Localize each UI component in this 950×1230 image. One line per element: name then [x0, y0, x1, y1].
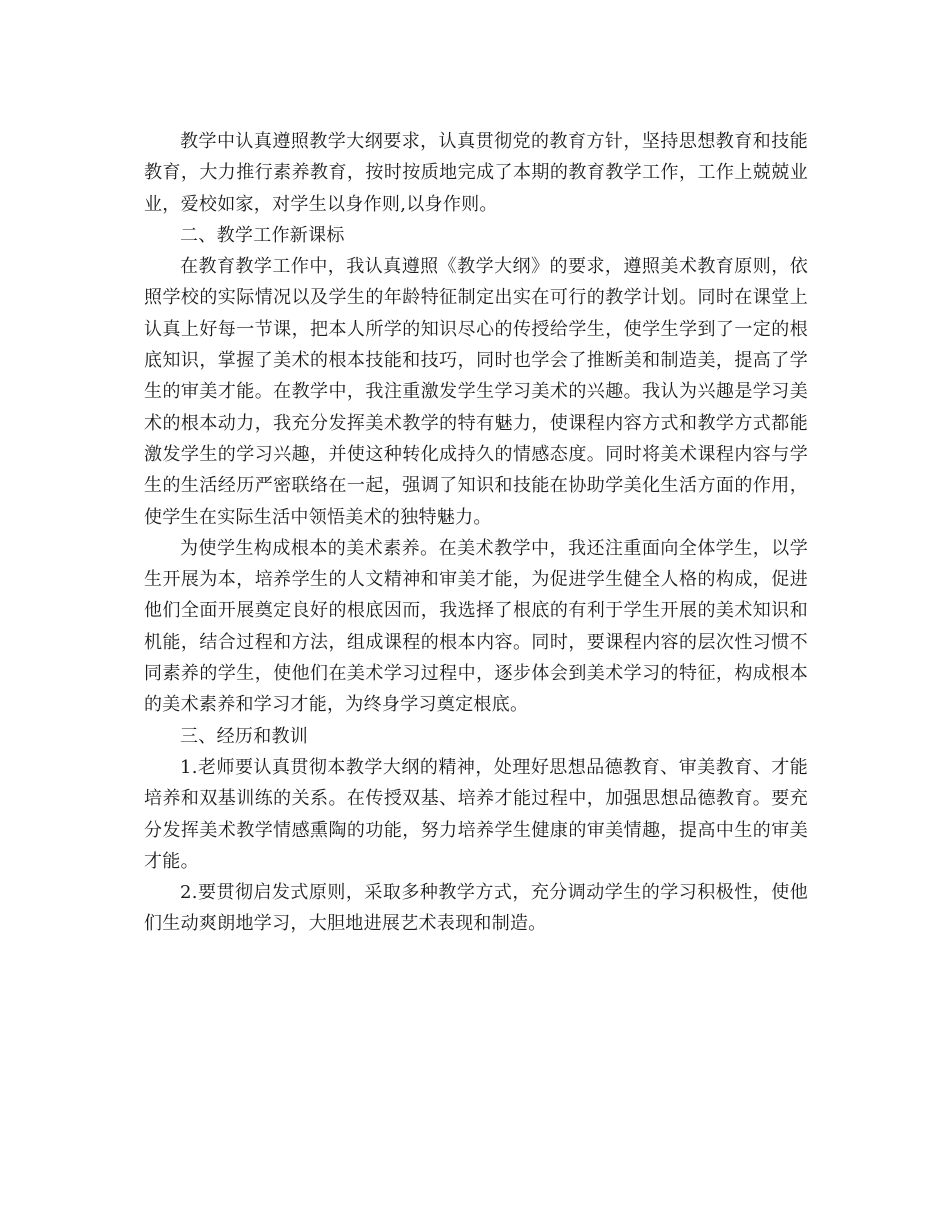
paragraph-lesson-2: 2.要贯彻启发式原则，采取多种教学方式，充分调动学生的学习积极性，使他们生动爽朗地学习，大胆地进展艺术表现和制造。 [144, 882, 808, 935]
section-heading-2: 二、教学工作新课标 [180, 224, 345, 246]
paragraph-art-literacy: 为使学生构成根本的美术素养。在美术教学中，我还注重面向全体学生，以学生开展为本，培养学生的人文精神和审美才能，为促进学生健全人格的构成，促进他们全面开展奠定良好的根底因而，我选择了根底的有利于学生开展的美术知识和机能，结合过程和方法，组成课程的根本内容。同时，要课程内容的层次性习惯不同素养的学生，使他们在美术学习过程中，逐步体会到美术学习的特征，构成根本的美术素养和学习才能，为终身学习奠定根底。 [144, 537, 808, 716]
paragraph-teaching-work: 在教育教学工作中，我认真遵照《教学大纲》的要求，遵照美术教育原则，依照学校的实际情况以及学生的年龄特征制定出实在可行的教学计划。同时在课堂上认真上好每一节课，把本人所学的知识尽心的传授给学生，使学生学到了一定的根底知识，掌握了美术的根本技能和技巧，同时也学会了推断美和制造美，提高了学生的审美才能。在教学中，我注重激发学生学习美术的兴趣。我认为兴趣是学习美术的根本动力，我充分发挥美术教学的特有魅力，使课程内容方式和教学方式都能激发学生的学习兴趣，并使这种转化成持久的情感态度。同时将美术课程内容与学生的生活经历严密联络在一起，强调了知识和技能在协助学美化生活方面的作用，使学生在实际生活中领悟美术的独特魅力。 [144, 256, 808, 528]
paragraph-intro: 教学中认真遵照教学大纲要求，认真贯彻党的教育方针，坚持思想教育和技能教育，大力推行素养教育，按时按质地完成了本期的教育教学工作，工作上兢兢业业，爱校如家，对学生以身作则,以身作则。 [144, 131, 808, 215]
paragraph-lesson-1: 1.老师要认真贯彻本教学大纲的精神，处理好思想品德教育、审美教育、才能培养和双基训练的关系。在传授双基、培养才能过程中，加强思想品德教育。要充分发挥美术教学情感熏陶的功能，努力培养学生健康的审美情趣，提高中生的审美才能。 [144, 756, 808, 872]
section-heading-3: 三、经历和教训 [180, 725, 309, 747]
document-page [144, 126, 808, 940]
